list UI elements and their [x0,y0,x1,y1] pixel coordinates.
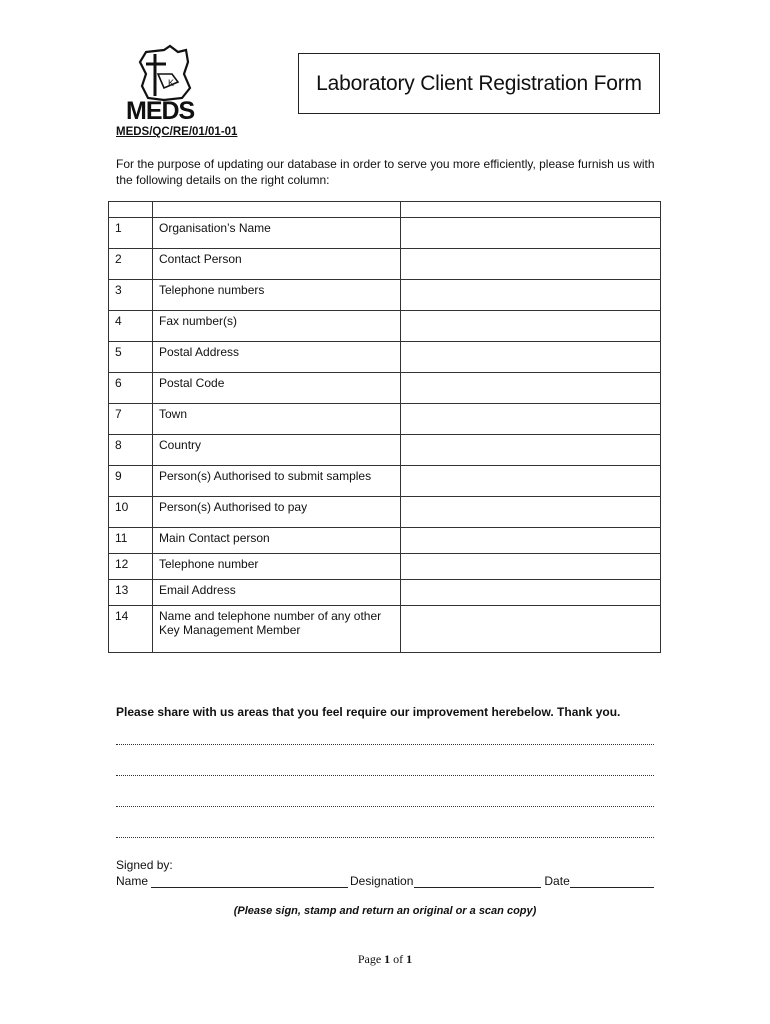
name-field[interactable] [151,875,348,888]
designation-field[interactable] [414,875,541,888]
meds-logo [124,44,214,124]
svg-text:K: K [168,78,175,88]
row-label [153,580,401,606]
page-total: 1 [406,952,413,966]
row-label [153,528,401,554]
row-label [153,311,401,342]
table-row [109,554,661,580]
row-value-field[interactable] [401,311,661,342]
row-label-text: Main Contact person [159,531,270,545]
page-word: Page [357,952,382,966]
row-value-field[interactable] [401,497,661,528]
row-value-field[interactable] [401,218,661,249]
header-cell-value [401,202,661,218]
registration-table [108,201,661,653]
row-label [153,404,401,435]
row-value-field[interactable] [401,606,661,653]
row-label-text: Postal Address [159,345,240,359]
row-label [153,554,401,580]
row-label [153,218,401,249]
row-label-text: Person(s) Authorised to pay [159,500,308,514]
row-number [109,435,153,466]
row-value-field[interactable] [401,404,661,435]
row-number [109,606,153,653]
row-label [153,280,401,311]
row-number [109,342,153,373]
table-row [109,280,661,311]
row-number-text: 14 [115,609,129,623]
row-number-text: 8 [115,438,122,452]
row-value-field[interactable] [401,466,661,497]
row-number [109,280,153,311]
table-row [109,435,661,466]
improvement-prompt: Please share with us areas that you feel require our improvement herebelow. Thank you. [116,705,621,719]
table-row [109,373,661,404]
row-label [153,435,401,466]
svg-text:MEDS: MEDS [126,97,195,124]
name-label: Name [116,874,149,888]
table-row [109,342,661,373]
row-value-field[interactable] [401,342,661,373]
row-number-text: 1 [115,221,122,235]
row-label [153,342,401,373]
table-row [109,404,661,435]
signed-by-label: Signed by: [116,858,173,872]
form-title-box [298,53,660,114]
row-number [109,249,153,280]
document-code: MEDS/QC/RE/01/01-01 [116,126,238,138]
row-number-text: 12 [115,557,129,571]
row-number [109,554,153,580]
row-label-text: Organisation’s Name [159,221,271,235]
table-row [109,580,661,606]
row-number [109,580,153,606]
row-value-field[interactable] [401,373,661,404]
row-label-text: Name and telephone number of any other Key Management Member [159,609,382,637]
table-row [109,528,661,554]
row-label [153,497,401,528]
row-label [153,373,401,404]
row-label-text: Postal Code [159,376,225,390]
row-number-text: 9 [115,469,122,483]
row-number [109,404,153,435]
return-note: (Please sign, stamp and return an original or a scan copy) [233,905,537,917]
header-cell-num [109,202,153,218]
row-label-text: Telephone number [159,557,259,571]
row-number-text: 2 [115,252,122,266]
row-label [153,466,401,497]
row-number [109,466,153,497]
table-row [109,249,661,280]
row-label [153,606,401,653]
table-row [109,606,661,653]
table-row [109,311,661,342]
date-label: Date [544,874,570,888]
row-label-text: Telephone numbers [159,283,265,297]
row-number [109,218,153,249]
table-row [109,466,661,497]
row-label-text: Fax number(s) [159,314,238,328]
improvement-line-1[interactable] [116,744,654,745]
row-number-text: 5 [115,345,122,359]
intro-text: For the purpose of updating our database in order to serve you more efficiently, please furnish us with the following details on the right column: [116,157,655,187]
row-number [109,373,153,404]
row-value-field[interactable] [401,528,661,554]
row-number-text: 7 [115,407,122,421]
improvement-line-2[interactable] [116,775,654,776]
page-current: 1 [384,952,391,966]
page-of: of [393,952,404,966]
row-number-text: 6 [115,376,122,390]
row-number-text: 13 [115,583,129,597]
improvement-line-4[interactable] [116,837,654,838]
date-field[interactable] [570,875,654,888]
row-value-field[interactable] [401,280,661,311]
row-number-text: 10 [115,500,129,514]
row-number [109,311,153,342]
form-title: Laboratory Client Registration Form [316,71,642,95]
improvement-line-3[interactable] [116,806,654,807]
meds-logo-emblem [124,44,214,124]
page-number [0,952,770,967]
row-label-text: Town [159,407,188,421]
row-number [109,497,153,528]
row-value-field[interactable] [401,580,661,606]
row-value-field[interactable] [401,249,661,280]
row-label-text: Email Address [159,583,236,597]
header-cell-label [153,202,401,218]
row-label-text: Contact Person [159,252,242,266]
table-row [109,497,661,528]
row-label [153,249,401,280]
designation-label: Designation [350,874,414,888]
table-header-row [109,202,661,218]
row-value-field[interactable] [401,554,661,580]
row-number [109,528,153,554]
row-value-field[interactable] [401,435,661,466]
row-number-text: 4 [115,314,122,328]
row-number-text: 11 [115,531,128,545]
row-number-text: 3 [115,283,122,297]
row-label-text: Country [159,438,202,452]
table-row [109,218,661,249]
signature-line [116,874,656,888]
row-label-text: Person(s) Authorised to submit samples [159,469,372,483]
